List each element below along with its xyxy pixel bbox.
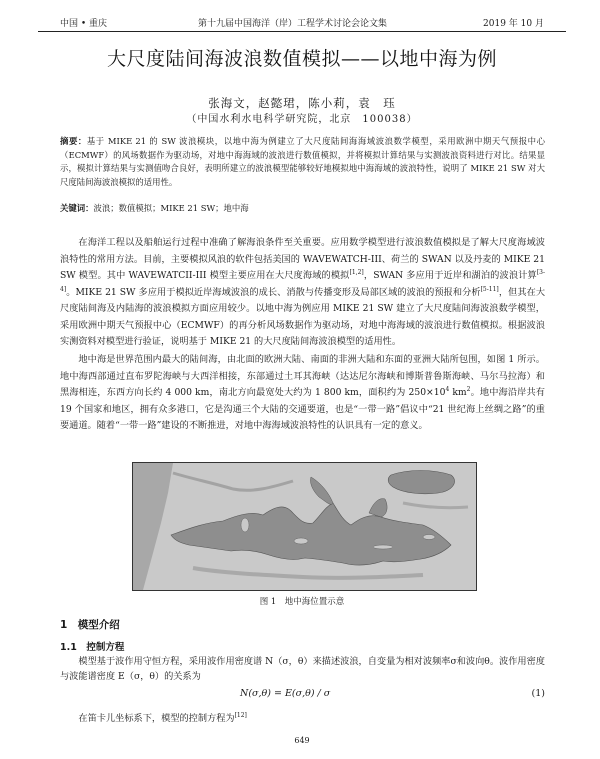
citation: [3-4] xyxy=(60,268,546,293)
author-list: 张海文，赵懿珺，陈小莉，袁 珏 xyxy=(208,96,396,110)
text-run: 。地中海沿岸共有 19 个国家和地区，拥有众多港口，它是沟通三个大陆的交通要道，也是“一带一路”倡议中“21 世纪海上丝绸之路”的重要通道。随着“一带一路”建设的不断推进，对地中海海域波浪特性的认识具有一定的意义。 xyxy=(60,387,545,431)
paper-title: 大尺度陆间海波浪数值模拟——以地中海为例 xyxy=(106,48,497,70)
text-run: ，但其在大尺度陆间海及内陆海的波浪模拟方面应用较少。以地中海为例应用 MIKE 21 SW 建立了大尺度陆间海波浪数学模型，采用欧洲中期天气预报中心（ECMWF）的再分析风场数据作为驱动场，对地中海海域的波浪进行数值模拟。根据波浪实测资料对模型进行验证，说明基于 MIKE 21 的大尺度陆间海波浪模型的适用性。 xyxy=(60,286,546,347)
figure-caption: 图 1 地中海位置示意 xyxy=(259,597,345,607)
equation-number: (1) xyxy=(531,688,545,699)
island-sicily xyxy=(294,538,308,544)
affiliation: （中国水利水电科学研究院，北京 100038） xyxy=(186,114,418,125)
citation: [12] xyxy=(234,711,247,719)
intro-paragraph-2 xyxy=(60,352,545,435)
running-header xyxy=(38,14,566,30)
mediterranean-map-figure xyxy=(132,462,477,591)
superscript: 2 xyxy=(466,385,471,393)
keywords xyxy=(60,202,545,215)
text-run: 在笛卡儿坐标系下，模型的控制方程为 xyxy=(78,713,235,724)
keywords-text: 波浪；数值模拟；MIKE 21 SW；地中海 xyxy=(93,203,249,213)
island-cyprus xyxy=(423,535,435,540)
header-proceedings: 第十九届中国海洋（岸）工程学术讨论会论文集 xyxy=(198,19,388,29)
equation-1 xyxy=(60,688,545,703)
page-number: 649 xyxy=(294,736,310,745)
equation-text: N(σ,θ) = E(σ,θ) / σ xyxy=(240,688,331,699)
island-crete xyxy=(373,545,393,549)
header-date: 2019 年 10 月 xyxy=(483,19,544,29)
island-corsica-sardinia xyxy=(241,518,249,532)
keywords-label: 关键词： xyxy=(60,203,94,213)
header-location: 中国 • 重庆 xyxy=(60,19,108,29)
intro-paragraph-1 xyxy=(60,235,545,351)
text-run: 在海洋工程以及船舶运行过程中准确了解海浪条件至关重要。应用数学模型进行波浪数值模拟是了解大尺度海域波浪特性的常用方法。目前，主要模拟风浪的软件包括美国的 WAVEWATCH-III、荷兰的 SWAN 以及丹麦的 MIKE 21 SW 模型。其中 WAVEWATCII-III 模型主要应用在大尺度海域的模拟 xyxy=(60,237,545,281)
abstract-text: 基于 MIKE 21 的 SW 波浪模块，以地中海为例建立了大尺度陆间海海域波浪数学模型，采用欧洲中期天气预报中心（ECMWF）的风场数据作为驱动场，对地中海海域的波浪进行数值模拟，并将模拟计算结果与实测波浪资料进行对比。结果显示，模拟计算结果与实测值吻合良好，表明所建立的波浪模型能够较好地模拟地中海海域的波浪特性，说明了 MIKE 21 SW 对大尺度陆间海波浪模拟的适用性。 xyxy=(60,136,545,187)
mediterranean-map xyxy=(133,463,476,590)
text-run: ，SWAN 多应用于近岸和湖泊的波浪计算 xyxy=(363,270,537,281)
text-run: 。MIKE 21 SW 多应用于模拟近岸海域波浪的成长、消散与传播变形及局部区域的波浪的预报和分析 xyxy=(66,286,481,298)
section-heading-1-1: 1.1 控制方程 xyxy=(60,642,125,653)
citation: [5-11] xyxy=(480,285,499,293)
governing-equation-intro xyxy=(60,711,545,726)
abstract-label: 摘要： xyxy=(60,136,87,146)
text-run: km xyxy=(449,387,467,398)
citation: [1,2] xyxy=(349,268,364,276)
abstract xyxy=(60,135,545,189)
text-run: 地中海是世界范围内最大的陆间海，由北面的欧洲大陆、南面的非洲大陆和东面的亚洲大陆所包围，如图 1 所示。地中海西部通过直布罗陀海峡与大西洋相接，东部通过土耳其海峡（达达尼尔海峡和博斯普鲁斯海峡、马尔马拉海）和黑海相连，东西方向长约 4 000 km，南北方向最宽处大约为 1 800 km，面积约为 250×10 xyxy=(60,354,545,398)
model-paragraph: 模型基于波作用守恒方程，采用波作用密度谱 N（σ，θ）来描述波浪，自变量为相对波频率σ和波向θ。波作用密度与波能谱密度 E（σ，θ）的关系为 xyxy=(60,656,545,682)
section-heading-1: 1 模型介绍 xyxy=(60,619,120,631)
superscript: 4 xyxy=(445,385,450,393)
header-divider xyxy=(38,31,566,32)
